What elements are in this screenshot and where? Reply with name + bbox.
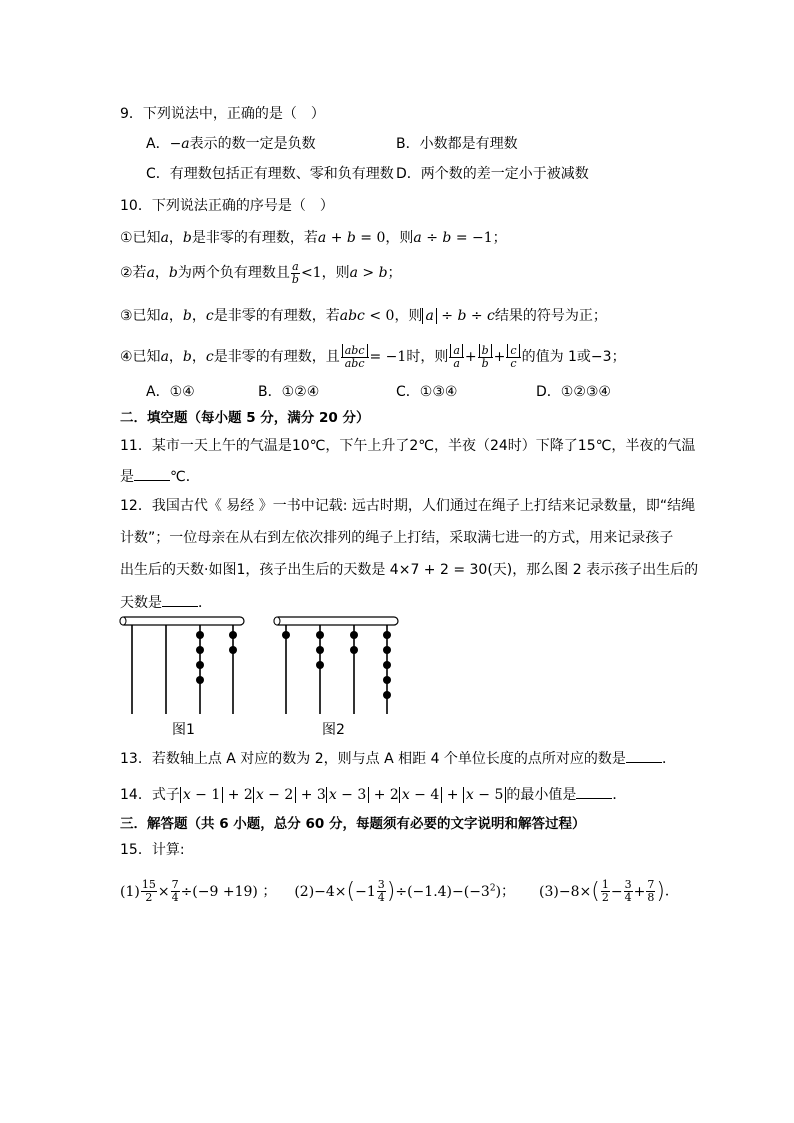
q11-answer-blank: [134, 466, 170, 481]
q13-answer-blank: [626, 748, 662, 763]
q12-line-1: 12．我国古代《 易经 》一书中记载: 远古时期，人们通过在绳子上打结来记录数量，即“结绳: [120, 498, 696, 514]
fig1-label: 图1: [172, 722, 195, 738]
knot: [350, 631, 358, 639]
knot: [350, 646, 358, 654]
knot: [383, 676, 391, 684]
q10-stem: 10．下列说法正确的序号是（ ）: [120, 198, 334, 214]
q15-part-1: (1) $\frac{15}{2}$ × $\frac{7}{4}$ ÷(−9 +19): [120, 878, 258, 905]
q10-statement-1: ①已知a，b是非零的有理数，若a + b = 0，则a ÷ b = −1；: [120, 230, 507, 246]
q10-option-b: B．①②④: [258, 384, 320, 400]
fig2-label: 图2: [322, 722, 345, 738]
rope-bar: [120, 617, 244, 625]
q12-line-3: 出生后的天数·如图1，孩子出生后的天数是 4×7 + 2 = 30(天)，那么图 2 表示孩子出生后的: [120, 562, 699, 578]
knot: [383, 691, 391, 699]
q9-option-d: D．两个数的差一定小于被减数: [396, 166, 589, 182]
q12-answer-blank: [162, 592, 198, 607]
rope-bar-end: [274, 617, 280, 625]
knot: [316, 631, 324, 639]
q10-statement-4: ④已知a，b，c是非零的有理数，且 $\frac{\text{abc}}{\text{abc}}$ = −1时，则 $\frac{a}{a}$ + $\frac{b}{b}$ + $\frac{c}{c}$ 的值为 1或−3；: [120, 343, 626, 370]
q12-line-4: 天数是 ．: [120, 592, 212, 613]
rope-bar: [274, 617, 398, 625]
knot: [229, 646, 237, 654]
q13: 13．若数轴上点 A 对应的数为 2，则与点 A 相距 4 个单位长度的点所对应的数是 ．: [120, 748, 676, 769]
knot: [383, 646, 391, 654]
knot: [229, 631, 237, 639]
knot: [383, 631, 391, 639]
knot: [196, 631, 204, 639]
knot-figure-2: [272, 614, 402, 718]
q14-answer-blank: [576, 784, 612, 799]
q9-option-a: A．−a表示的数一定是负数: [146, 136, 316, 152]
knot: [196, 676, 204, 684]
q9-stem: 9．下列说法中，正确的是（ ）: [120, 106, 325, 122]
q15-part-2: (2)−4×(−1 $\frac{3}{4}$ )$\div(-1.4)-(-3^2)$: [294, 878, 502, 905]
q10-option-d: D．①②③④: [536, 384, 611, 400]
knot: [196, 646, 204, 654]
rope-bar-end: [120, 617, 126, 625]
knot: [316, 646, 324, 654]
section-2-heading: 二．填空题（每小题 5 分，满分 20 分）: [120, 410, 370, 426]
knot: [383, 661, 391, 669]
q10-statement-3: ③已知a，b，c是非零的有理数，若abc < 0，则 a ÷ b ÷ c结果的符号为正；: [120, 308, 607, 324]
section-3-heading: 三．解答题（共 6 小题，总分 60 分，每题须有必要的文字说明和解答过程）: [120, 816, 586, 832]
q9-option-b: B．小数都是有理数: [396, 136, 518, 152]
q10-option-c: C．①③④: [396, 384, 458, 400]
q11-line-2: 是 ℃．: [120, 466, 200, 487]
q14: 14．式子 x − 1 + 2 x − 2 + 3 x − 3 + 2 x − 4 + x − 5 的最小值是 ．: [120, 784, 626, 805]
q10-statement-2: ②若a，b为两个负有理数且 $\frac{a}{b}$ <1，则a > b；: [120, 259, 402, 286]
q15-expressions: (1) $\frac{15}{2}$ × $\frac{7}{4}$ ÷(−9 +19) ； (2)−4×(−1 $\frac{3}{4}$ )$\div(-1.4)-(-3^2)$； (3)−8×( $\frac{1}{2}$ − $\frac{3}{4}$ + $\frac{7}{8}$ )．: [120, 878, 679, 905]
q12-line-2: 计数”；一位母亲在从右到左依次排列的绳子上打结，采取满七进一的方式，用来记录孩子: [120, 530, 674, 546]
q15-stem: 15．计算:: [120, 842, 185, 858]
q9-option-c: C．有理数包括正有理数、零和负有理数: [146, 166, 394, 182]
knot: [282, 631, 290, 639]
knot-figure-1: [118, 614, 248, 718]
knot: [316, 661, 324, 669]
q11-line-1: 11．某市一天上午的气温是10℃，下午上升了2℃，半夜（24时）下降了15℃，半夜的气温: [120, 438, 696, 454]
q15-part-3: (3)−8×( $\frac{1}{2}$ − $\frac{3}{4}$ + $\frac{7}{8}$ ): [539, 878, 665, 905]
knot: [196, 661, 204, 669]
q10-option-a: A．①④: [146, 384, 195, 400]
